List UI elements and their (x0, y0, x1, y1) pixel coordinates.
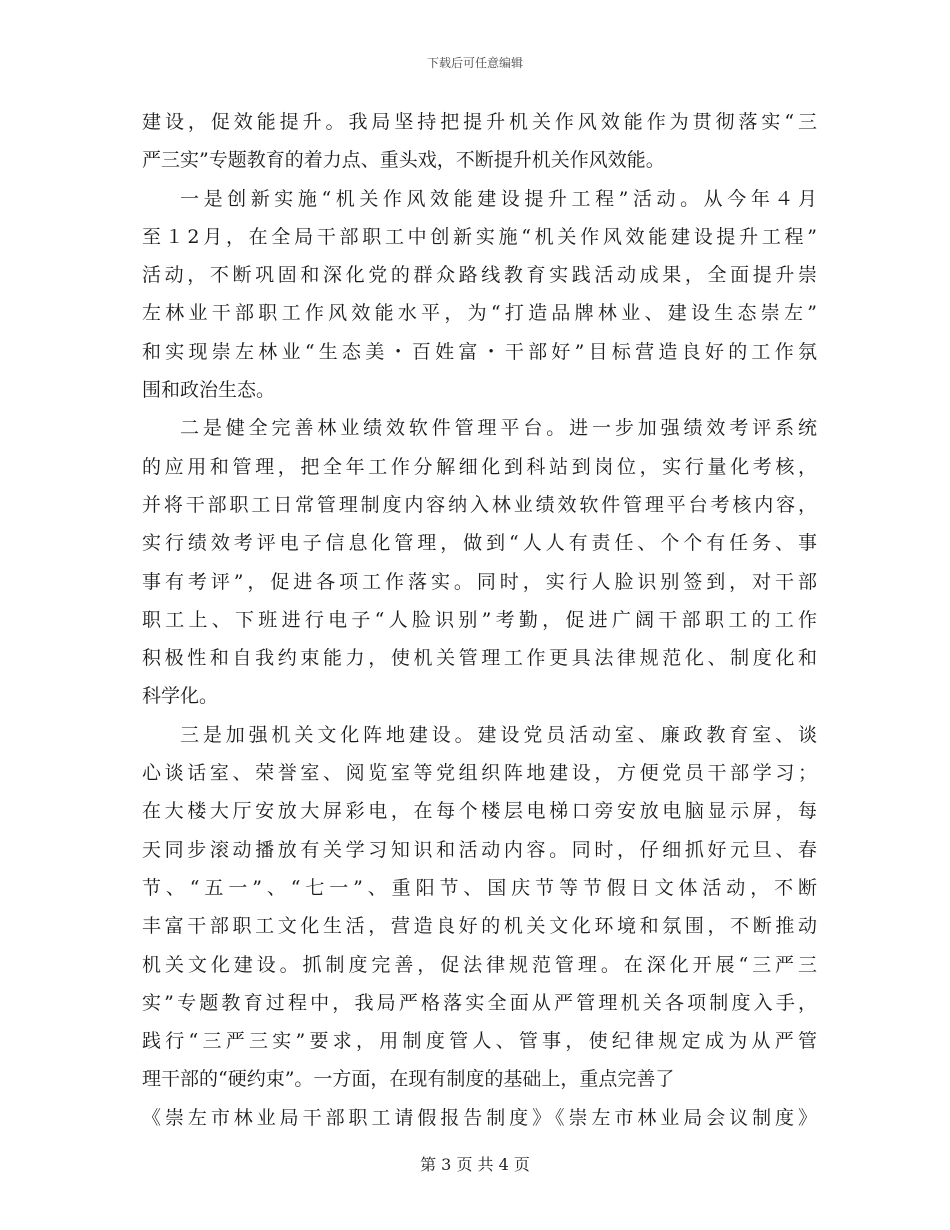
text-line: 在大楼大厅安放大屏彩电，在每个楼层电梯口旁安放电脑显示屏，每 (142, 800, 817, 823)
text-line: 《崇左市林业局干部职工请假报告制度》《崇左市林业局会议制度》 (142, 1106, 817, 1129)
text-line: 左林业干部职工作风效能水平，为“打造品牌林业、建设生态崇左” (142, 302, 817, 325)
text-line: 理干部的“硬约束”。一方面，在现有制度的基础上，重点完善了 (142, 1068, 675, 1091)
page-header: 下载后可任意编辑 (426, 56, 523, 70)
text-line: 天同步滚动播放有关学习知识和活动内容。同时，仔细抓好元旦、春 (142, 838, 817, 861)
text-line: 严三实”专题教育的着力点、重头戏，不断提升机关作风效能。 (142, 149, 665, 172)
text-line: 的应用和管理，把全年工作分解细化到科站到岗位，实行量化考核， (142, 455, 817, 478)
page-footer: 第 3 页 共 4 页 (420, 1155, 530, 1174)
text-line: 和实现崇左林业“生态美・百姓富・干部好”目标营造良好的工作氛 (142, 340, 817, 363)
text-line: 科学化。 (142, 685, 219, 708)
text-line: 实行绩效考评电子信息化管理，做到“人人有责任、个个有任务、事 (142, 532, 817, 555)
text-line: 至１2月，在全局干部职工中创新实施“机关作风效能建设提升工程” (142, 225, 817, 248)
text-line: 践行“三严三实”要求，用制度管人、管事，使纪律规定成为从严管 (142, 1030, 817, 1053)
text-line: 一是创新实施“机关作风效能建设提升工程”活动。从今年４月 (180, 187, 817, 210)
text-line: 积极性和自我约束能力，使机关管理工作更具法律规范化、制度化和 (142, 647, 817, 670)
text-line: 围和政治生态。 (142, 379, 276, 402)
document-body (142, 103, 817, 1137)
text-line: 建设，促效能提升。我局坚持把提升机关作风效能作为贯彻落实“三 (142, 111, 817, 133)
text-line: 心谈话室、荣誉室、阅览室等党组织阵地建设，方便党员干部学习； (142, 762, 817, 785)
text-line: 职工上、下班进行电子“人脸识别”考勤，促进广阔干部职工的工作 (142, 608, 817, 631)
text-line: 丰富干部职工文化生活，营造良好的机关文化环境和氛围，不断推动 (142, 915, 817, 938)
text-line: 三是加强机关文化阵地建设。建设党员活动室、廉政教育室、谈 (180, 723, 817, 746)
text-line: 节、“五一”、“七一”、重阳节、国庆节等节假日文体活动，不断 (142, 876, 817, 899)
text-line: 并将干部职工日常管理制度内容纳入林业绩效软件管理平台考核内容， (142, 493, 817, 516)
text-line: 机关文化建设。抓制度完善，促法律规范管理。在深化开展“三严三 (142, 953, 817, 976)
text-line: 活动，不断巩固和深化党的群众路线教育实践活动成果，全面提升崇 (142, 264, 817, 287)
text-line: 实”专题教育过程中，我局严格落实全面从严管理机关各项制度入手， (142, 991, 817, 1014)
text-line: 事有考评”，促进各项工作落实。同时，实行人脸识别签到，对干部 (142, 570, 817, 593)
text-line: 二是健全完善林业绩效软件管理平台。进一步加强绩效考评系统 (180, 417, 817, 440)
